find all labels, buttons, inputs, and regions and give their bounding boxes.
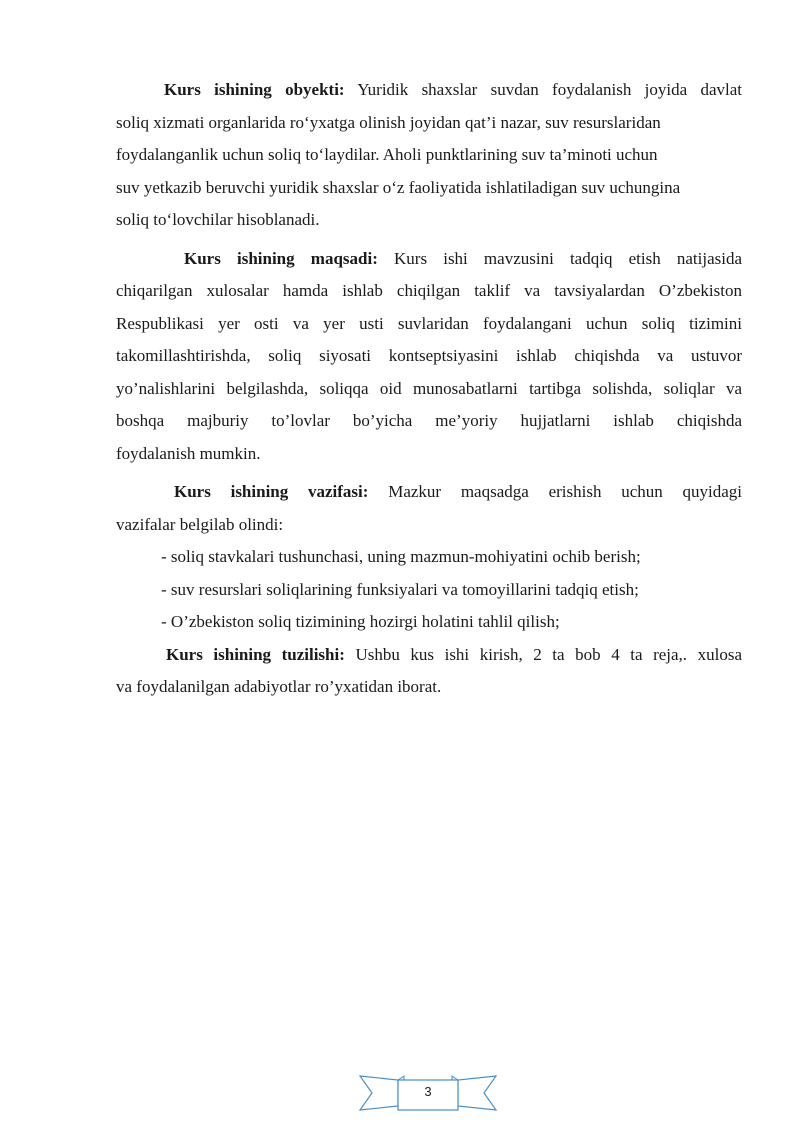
paragraph-line: va foydalanilgan adabiyotlar ro’yxatidan iborat.	[116, 677, 442, 696]
paragraph-line: suv yetkazib beruvchi yuridik shaxslar o‘z faoliyatida ishlatiladigan suv uchungina	[116, 177, 681, 197]
paragraph-goal	[116, 243, 742, 471]
page-number-ribbon	[358, 1072, 498, 1116]
paragraph-line: takomillashtirishda, soliq siyosati kontseptsiyasini ishlab chiqishda va ustuvor	[116, 346, 742, 365]
paragraph-line: soliq to‘lovchilar hisoblanadi.	[116, 210, 320, 229]
paragraph-line: foydalanish mumkin.	[116, 443, 261, 463]
document-body	[116, 74, 742, 710]
paragraph-tasks	[116, 476, 742, 541]
task-list	[116, 541, 742, 639]
paragraph-line: chiqarilgan xulosalar hamda ishlab chiqilgan taklif va tavsiyalardan O’zbekiston	[116, 281, 742, 300]
paragraph-line: foydalanganlik uchun soliq to‘laydilar. Aholi punktlarining suv ta’minoti uchun	[116, 145, 658, 164]
section-label-object: Kurs ishining obyekti:	[164, 80, 345, 99]
section-label-tasks: Kurs ishining vazifasi:	[174, 482, 369, 501]
list-item: - suv resurslari soliqlarining funksiyalari va tomoyillarini tadqiq etish;	[161, 579, 639, 599]
paragraph-line: boshqa majburiy to’lovlar bo’yicha me’yoriy hujjatlarni ishlab chiqishda	[116, 411, 742, 430]
paragraph-line: vazifalar belgilab olindi:	[116, 514, 284, 534]
paragraph-structure	[116, 639, 742, 704]
section-label-structure: Kurs ishining tuzilishi:	[166, 644, 345, 664]
paragraph-line: Yuridik shaxslar suvdan foydalanish joyida davlat	[357, 80, 742, 99]
paragraph-object	[116, 74, 742, 237]
paragraph-line: Ushbu kus ishi kirish, 2 ta bob 4 ta reja,. xulosa	[355, 644, 742, 664]
paragraph-line: Respublikasi yer osti va yer usti suvlaridan foydalangani uchun soliq tizimini	[116, 313, 742, 333]
paragraph-line: Mazkur maqsadga erishish uchun quyidagi	[388, 482, 743, 501]
paragraph-line: yo’nalishlarini belgilashda, soliqqa oid munosabatlarni tartibga solishda, soliqlar va	[116, 378, 742, 398]
paragraph-line: Kurs ishi mavzusini tadqiq etish natijasida	[394, 248, 742, 268]
list-item: - soliq stavkalari tushunchasi, uning mazmun-mohiyatini ochib berish;	[161, 547, 641, 566]
paragraph-line: soliq xizmati organlarida ro‘yxatga olinish joyidan qat’i nazar, suv resurslaridan	[116, 112, 661, 132]
list-item: - O’zbekiston soliq tizimining hozirgi holatini tahlil qilish;	[161, 612, 560, 631]
section-label-goal: Kurs ishining maqsadi:	[184, 248, 378, 268]
page-number: 3	[424, 1084, 432, 1099]
